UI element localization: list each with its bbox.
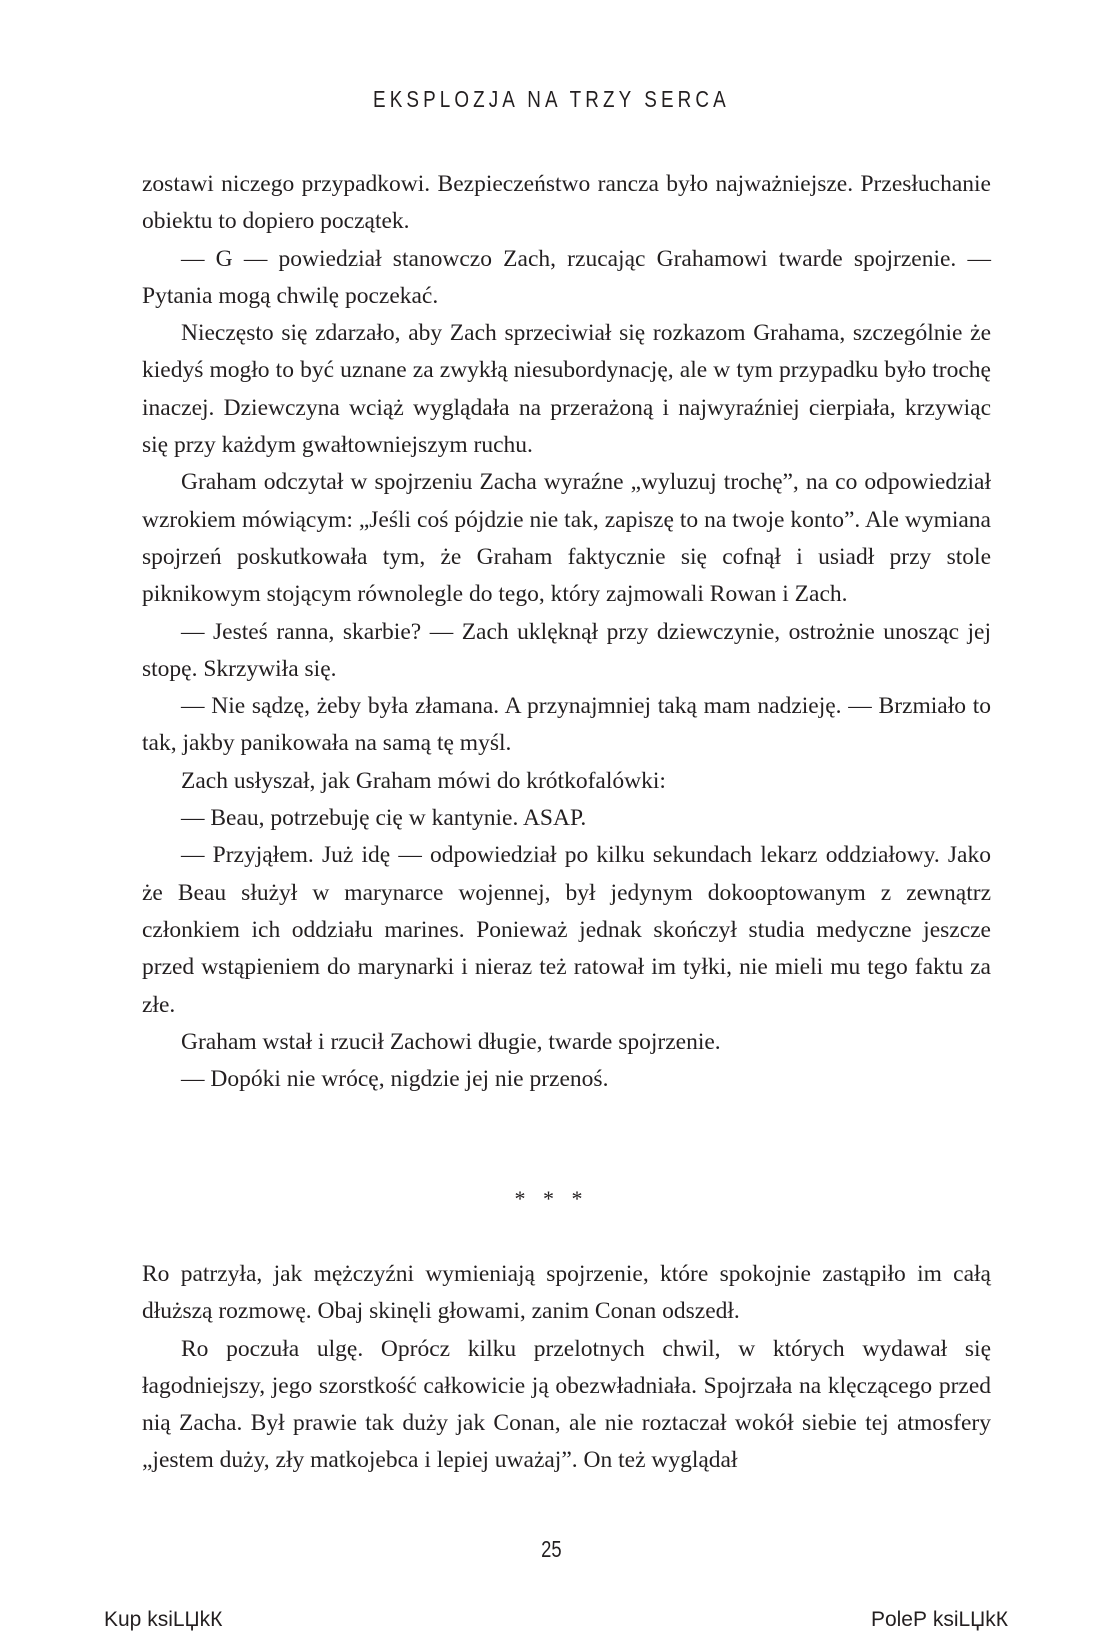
paragraph: — G — powiedział stanowczo Zach, rzucając Grahamowi twarde spojrzenie. — Pytania mogą chwilę poczekać. <box>142 245 991 309</box>
paragraph: zostawi niczego przypadkowi. Bezpieczeństwo rancza było najważniejsze. Przesłuchanie obiektu to dopiero początek. <box>142 171 991 235</box>
paragraph: Graham odczytał w spojrzeniu Zacha wyraźne „wyluzuj trochę”, na co odpowiedział wzrokiem mówiącym: „Jeśli coś pójdzie nie tak, zapiszę to na twoje konto”. Ale wymiana spojrzeń poskutkowała tym, że Graham faktycznie się cofnął i usiadł przy stole piknikowym stojącym równolegle do tego, który zajmowali Rowan i Zach. <box>142 469 991 608</box>
paragraph: Zach usłyszał, jak Graham mówi do krótkofalówki: <box>181 767 666 794</box>
page-number: 25 <box>541 1536 562 1562</box>
section-separator: * * * <box>514 1186 589 1211</box>
paragraph: — Nie sądzę, żeby była złamana. A przynajmniej taką mam nadzieję. — Brzmiało to tak, jakby panikowała na samą tę myśl. <box>142 693 991 757</box>
paragraph: — Beau, potrzebuję cię w kantynie. ASAP. <box>181 805 587 832</box>
body-text-section-1 <box>142 166 991 1098</box>
paragraph: Ro patrzyła, jak mężczyźni wymieniają spojrzenie, które spokojnie zastąpiło im całą dłuższą rozmowę. Obaj skinęli głowami, zanim Conan odszedł. <box>142 1261 991 1325</box>
paragraph: Nieczęsto się zdarzało, aby Zach sprzeciwiał się rozkazom Grahama, szczególnie że kiedyś mogło to być uznane za zwykłą niesubordynację, ale w tym przypadku było trochę inaczej. Dziewczyna wciąż wyglądała na przerażoną i najwyraźniej cierpiała, krzywiąc się przy każdym gwałtowniejszym ruchu. <box>142 320 991 459</box>
paragraph: — Przyjąłem. Już idę — odpowiedział po kilku sekundach lekarz oddziałowy. Jako że Beau służył w marynarce wojennej, był jedynym dokooptowanym z zewnątrz członkiem ich oddziału marines. Ponieważ jednak skończył studia medyczne jeszcze przed wstąpieniem do marynarki i nieraz też ratował im tyłki, nie mieli mu tego faktu za złe. <box>142 842 991 1018</box>
body-text-section-2 <box>142 1256 991 1480</box>
paragraph: — Jesteś ranna, skarbie? — Zach uklęknął przy dziewczynie, ostrożnie unosząc jej stopę. Skrzywiła się. <box>142 618 991 682</box>
recommend-book-link[interactable]: PoleР ksiLЏkК <box>870 1608 1008 1631</box>
running-header-title: EKSPLOZJA NA TRZY SERCA <box>373 86 730 112</box>
paragraph: Graham wstał i rzucił Zachowi długie, twarde spojrzenie. <box>181 1028 721 1055</box>
paragraph: — Dopóki nie wrócę, nigdzie jej nie przenoś. <box>181 1066 609 1093</box>
buy-book-link[interactable]: Kup ksiLЏkК <box>104 1608 223 1631</box>
paragraph: Ro poczuła ulgę. Oprócz kilku przelotnych chwil, w których wydawał się łagodniejszy, jego szorstkość całkowicie ją obezwładniała. Spojrzała na klęczącego przed nią Zacha. Był prawie tak duży jak Conan, ale nie roztaczał wokół siebie tej atmosfery „jestem duży, zły matkojebca i lepiej uważaj”. On też wyglądał <box>142 1335 991 1474</box>
